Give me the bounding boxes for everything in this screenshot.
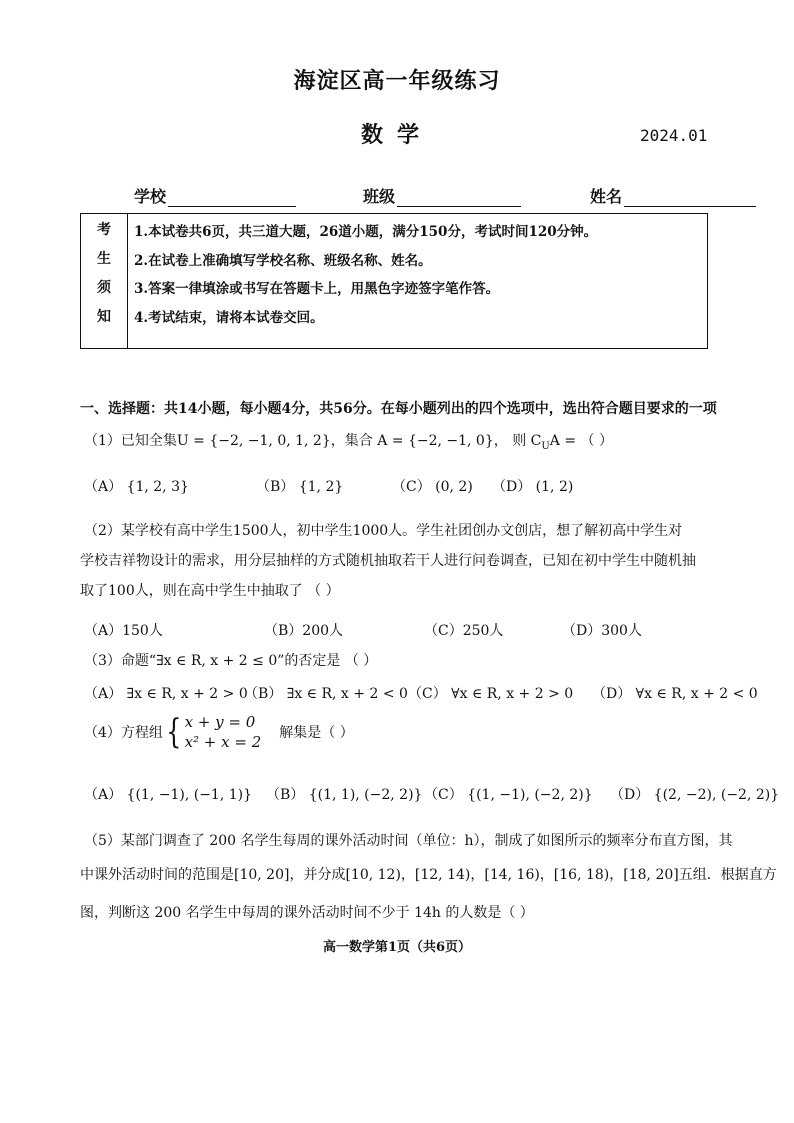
school-field bbox=[134, 184, 296, 207]
question-5-line: （5）某部门调查了 200 名学生每周的课外活动时间（单位：h），制成了如图所示的频率分布直方图，其 bbox=[84, 833, 733, 849]
q3-option-d: （D） ∀x ∈ R, x + 2 < 0 bbox=[592, 686, 758, 702]
q2-option-c: （C）250人 bbox=[424, 623, 504, 639]
notice-label: 考 生 须 知 bbox=[81, 214, 128, 349]
exam-title: 海淀区高一年级练习 bbox=[293, 68, 501, 94]
section-heading: 一、选择题：共14小题，每小题4分，共56分。在每小题列出的四个选项中，选出符合题目要求的一项 bbox=[80, 401, 717, 417]
class-field bbox=[363, 184, 521, 207]
question-4-stem: （4）方程组{ x + y = 0 x² + x = 2 解集是（ ） bbox=[84, 712, 354, 752]
name-field bbox=[590, 184, 756, 207]
equation-system: x + y = 0 x² + x = 2 bbox=[184, 713, 262, 751]
question-1-stem: （1）已知全集U = {−2, −1, 0, 1, 2}，集合 A = {−2, −1, 0}， 则 $C_UA$ = （ ） bbox=[84, 433, 613, 452]
q3-option-b: （B） ∃x ∈ R, x + 2 < 0 bbox=[244, 686, 408, 702]
q1-option-a: （A） {1, 2, 3} bbox=[84, 479, 189, 495]
q2-option-d: （D）300人 bbox=[562, 623, 642, 639]
notice-item: 4.考试结束，请将本试卷交回。 bbox=[134, 309, 324, 326]
notice-items bbox=[128, 214, 708, 349]
q3-option-a: （A） ∃x ∈ R, x + 2 > 0 bbox=[84, 686, 248, 702]
subject-title: 数学 bbox=[360, 122, 433, 148]
q4-option-a: （A） {(1, −1), (−1, 1)} bbox=[84, 787, 253, 803]
class-blank bbox=[397, 190, 521, 207]
q4-option-c: （C） {(1, −1), (−2, 2)} bbox=[424, 787, 593, 803]
notice-item: 2.在试卷上准确填写学校名称、班级名称、姓名。 bbox=[134, 252, 432, 269]
notice-item: 1.本试卷共6页，共三道大题，26道小题，满分150分，考试时间120分钟。 bbox=[134, 224, 598, 240]
class-label: 班级 bbox=[363, 187, 396, 206]
notice-item: 3.答案一律填涂或书写在答题卡上，用黑色字迹签字笔作答。 bbox=[134, 281, 500, 297]
question-3-stem: （3）命题“∃x ∈ R, x + 2 ≤ 0”的否定是 （ ） bbox=[84, 653, 378, 669]
school-blank bbox=[168, 190, 296, 207]
q3-option-c: （C） ∀x ∈ R, x + 2 > 0 bbox=[408, 686, 574, 702]
name-blank bbox=[624, 190, 756, 207]
brace-icon: { bbox=[166, 712, 182, 752]
q4-option-d: （D） {(2, −2), (−2, 2)} bbox=[610, 787, 780, 803]
school-label: 学校 bbox=[134, 187, 167, 206]
q2-option-b: （B）200人 bbox=[264, 623, 344, 639]
q1-option-b: （B） {1, 2} bbox=[256, 479, 344, 495]
q1-option-d: （D） (1, 2) bbox=[492, 479, 574, 495]
page-footer: 高一数学第1页（共6页） bbox=[322, 940, 472, 955]
question-5-line: 图，判断这 200 名学生中每周的课外活动时间不少于 14h 的人数是（ ） bbox=[80, 905, 534, 921]
exam-notice-box bbox=[80, 213, 708, 349]
q2-option-a: （A）150人 bbox=[84, 623, 163, 639]
exam-date: 2024.01 bbox=[640, 126, 708, 145]
question-2-line: 取了100人，则在高中学生中抽取了 （ ） bbox=[80, 583, 340, 599]
question-5-line: 中课外活动时间的范围是[10, 20]，并分成[10, 12)，[12, 14)，[14, 16)，[16, 18)，[18, 20]五组．根据直方 bbox=[80, 867, 777, 883]
name-label: 姓名 bbox=[590, 187, 623, 206]
q1-option-c: （C） (0, 2) bbox=[392, 479, 473, 495]
question-2-line: （2）某学校有高中学生1500人，初中学生1000人。学生社团创办文创店，想了解初高中学生对 bbox=[84, 523, 683, 539]
question-2-line: 学校吉祥物设计的需求，用分层抽样的方式随机抽取若干人进行问卷调查，已知在初中学生中随机抽 bbox=[80, 553, 696, 569]
q4-option-b: （B） {(1, 1), (−2, 2)} bbox=[266, 787, 423, 803]
